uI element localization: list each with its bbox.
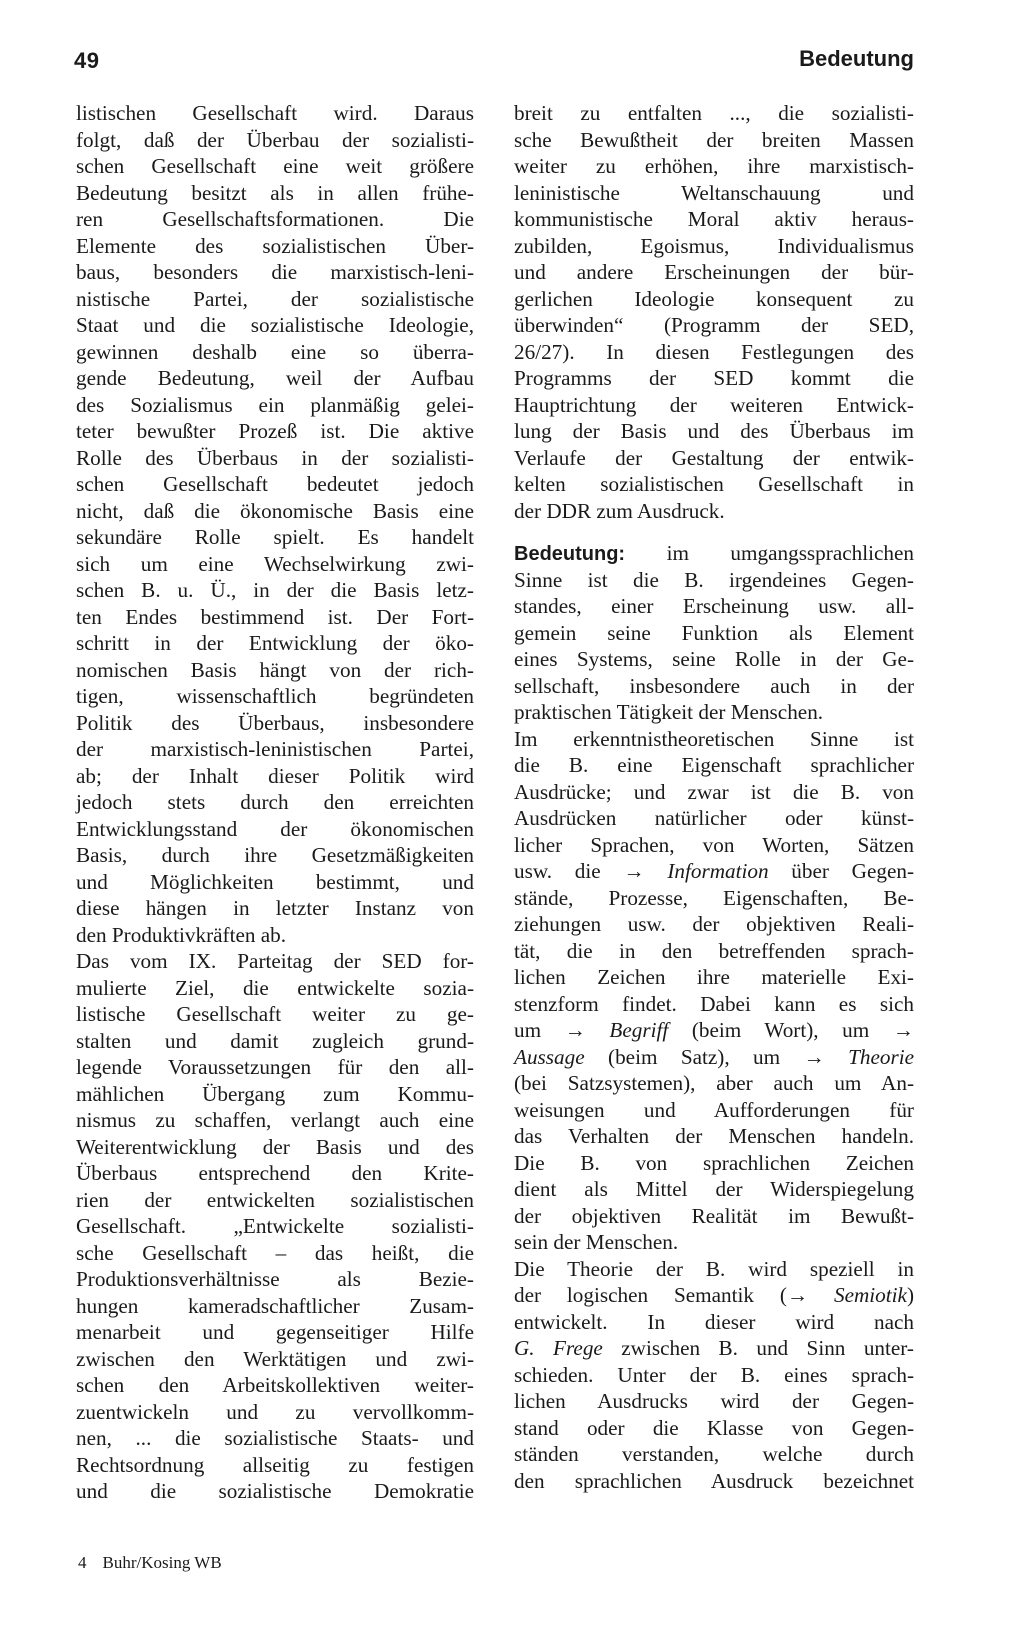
text-line: gemein seine Funktion als Element bbox=[514, 620, 914, 645]
text-line: stand oder die Klasse von Gegen- bbox=[514, 1415, 914, 1440]
text-line: Die B. von sprachlichen Zeichen bbox=[514, 1150, 914, 1175]
text-line: stalten und damit zugleich grund- bbox=[76, 1028, 474, 1053]
sheet-source: Buhr/Kosing WB bbox=[102, 1553, 222, 1572]
text-line: stenzform findet. Dabei kann es sich bbox=[514, 991, 914, 1016]
text-line: schen B. u. Ü., in der die Basis letz- bbox=[76, 578, 474, 602]
text-line: sein der Menschen. bbox=[514, 1230, 679, 1254]
text-line: Elemente des sozialistischen Über- bbox=[76, 233, 474, 258]
entry-lines-d bbox=[514, 1362, 914, 1495]
line-text: (beim Satz), um → bbox=[584, 1044, 849, 1069]
text-line: das Verhalten der Menschen handeln. bbox=[514, 1124, 914, 1148]
text-line: kommunistische Moral aktiv heraus- bbox=[514, 207, 914, 231]
text-line: ab; der Inhalt dieser Politik wird bbox=[76, 763, 474, 788]
entry-bedeutung bbox=[514, 540, 914, 1494]
text-line: sellschaft, insbesondere auch in der bbox=[514, 673, 914, 698]
text-line: den Produktivkräften ab. bbox=[76, 922, 287, 947]
text-line: und die sozialistische Demokratie bbox=[76, 1479, 474, 1503]
text-line: mählichen Übergang zum Kommu- bbox=[76, 1081, 474, 1106]
text-line: und Möglichkeiten bestimmt, und bbox=[76, 869, 474, 894]
text-line: sekundäre Rolle spielt. Es handelt bbox=[76, 525, 474, 549]
entry-lines-a bbox=[514, 567, 914, 859]
entry-line-semiotik bbox=[514, 1282, 914, 1309]
text-line: Basis, durch ihre Gesetzmäßigkeiten bbox=[76, 843, 474, 867]
text-line: sche Bewußtheit der breiten Massen bbox=[514, 127, 914, 152]
text-line: Gesellschaft. „Entwickelte sozialisti- bbox=[76, 1214, 474, 1238]
text-line: nicht, daß die ökonomische Basis eine bbox=[76, 498, 474, 523]
entry-headword: Bedeutung: bbox=[514, 543, 626, 565]
text-line: Hauptrichtung der weiteren Entwick- bbox=[514, 392, 914, 417]
cross-reference-theorie[interactable]: Theorie bbox=[848, 1044, 914, 1069]
text-line: Verlaufe der Gestaltung der entwik- bbox=[514, 445, 914, 470]
text-line: (bei Satzsystemen), aber auch um An- bbox=[514, 1071, 914, 1095]
text-line: Bedeutung besitzt als in allen frühe- bbox=[76, 180, 474, 205]
text-line: tät, die in den betreffenden sprach- bbox=[514, 938, 914, 963]
entry-line-in-dieser: entwickelt. In dieser wird nach bbox=[514, 1309, 914, 1334]
text-line: den sprachlichen Ausdruck bezeichnet bbox=[514, 1468, 914, 1493]
text-line: Politik des Überbaus, insbesondere bbox=[76, 710, 474, 735]
text-line: folgt, daß der Überbau der sozialisti- bbox=[76, 127, 474, 152]
text-line: mulierte Ziel, die entwickelte sozia- bbox=[76, 975, 474, 1000]
text-line: nismus zu schaffen, verlangt auch eine bbox=[76, 1108, 474, 1132]
line-text: um → bbox=[514, 1018, 610, 1042]
text-line: und andere Erscheinungen der bür- bbox=[514, 260, 914, 284]
text-line: lichen Ausdrucks wird der Gegen- bbox=[514, 1389, 914, 1413]
text-line: Entwicklungsstand der ökonomischen bbox=[76, 816, 474, 841]
footer-signature bbox=[78, 1553, 222, 1573]
line-text: ) bbox=[906, 1283, 914, 1307]
text-line: Die Theorie der B. wird speziell in bbox=[514, 1256, 914, 1281]
entry-lines-b bbox=[514, 885, 914, 1018]
line-text: der logischen Semantik (→ bbox=[514, 1283, 834, 1307]
text-line: standes, einer Erscheinung usw. all- bbox=[514, 594, 914, 618]
text-line: lung der Basis und des Überbaus im bbox=[514, 419, 914, 443]
text-line: Rechtsordnung allseitig zu festigen bbox=[76, 1452, 474, 1477]
entry-first-line-text: im umgangssprachlichen bbox=[625, 541, 914, 565]
text-line: dient als Mittel der Widerspiegelung bbox=[514, 1177, 914, 1201]
cross-reference-information[interactable]: Information bbox=[667, 859, 769, 883]
text-line: gewinnen deshalb eine so überra- bbox=[76, 339, 474, 364]
text-line: nen, ... die sozialistische Staats- und bbox=[76, 1426, 474, 1450]
text-line: baus, besonders die marxistisch-leni- bbox=[76, 260, 474, 284]
sheet-signature-number: 4 bbox=[78, 1553, 87, 1572]
text-line: listischen Gesellschaft wird. Daraus bbox=[76, 101, 474, 125]
continuation-text bbox=[514, 100, 914, 524]
text-line: sich um eine Wechselwirkung zwi- bbox=[76, 551, 474, 576]
text-line: lichen Zeichen ihre materielle Exi- bbox=[514, 965, 914, 989]
text-line: teter bewußter Prozeß ist. Die aktive bbox=[76, 419, 474, 443]
text-line: Im erkenntnistheoretischen Sinne ist bbox=[514, 726, 914, 751]
text-line: Programms der SED kommt die bbox=[514, 366, 914, 390]
text-line: Staat und die sozialistische Ideologie, bbox=[76, 313, 474, 337]
text-line: der marxistisch-leninistischen Partei, bbox=[76, 737, 474, 761]
entry-line-begriff bbox=[514, 1017, 914, 1044]
right-column bbox=[514, 100, 914, 1494]
line-text: zwischen B. und Sinn unter- bbox=[602, 1336, 914, 1360]
text-line: des Sozialismus ein planmäßig gelei- bbox=[76, 392, 474, 417]
entry-line-frege bbox=[514, 1335, 914, 1362]
running-head: Bedeutung bbox=[799, 46, 914, 71]
text-line: schen Gesellschaft eine weit größere bbox=[76, 154, 474, 178]
text-line: weisungen und Aufforderungen für bbox=[514, 1097, 914, 1122]
text-line: zuentwickeln und zu vervollkomm- bbox=[76, 1399, 474, 1424]
text-line: Produktionsverhältnisse als Bezie- bbox=[76, 1267, 474, 1291]
entry-line-aussage bbox=[514, 1044, 914, 1071]
cross-reference-begriff[interactable]: Begriff bbox=[609, 1018, 669, 1042]
text-line: breit zu entfalten ..., die sozialisti- bbox=[514, 101, 914, 125]
text-line: nomischen Basis hängt von der rich- bbox=[76, 657, 474, 682]
text-line: Weiterentwicklung der Basis und des bbox=[76, 1134, 474, 1159]
text-line: listische Gesellschaft weiter zu ge- bbox=[76, 1002, 474, 1026]
text-line: gerlichen Ideologie konsequent zu bbox=[514, 286, 914, 311]
line-text: usw. die → bbox=[514, 859, 668, 883]
text-line: Überbaus entsprechend den Krite- bbox=[76, 1161, 474, 1185]
text-line: eines Systems, seine Rolle in der Ge- bbox=[514, 647, 914, 671]
text-line: rien der entwickelten sozialistischen bbox=[76, 1187, 474, 1212]
cross-reference-semiotik[interactable]: Semiotik bbox=[833, 1283, 907, 1307]
text-line: legende Voraussetzungen für den all- bbox=[76, 1055, 474, 1079]
text-line: ten Endes bestimmend ist. Der Fort- bbox=[76, 604, 474, 629]
text-line: Rolle des Überbaus in der sozialisti- bbox=[76, 445, 474, 470]
line-text: (beim Wort), um → bbox=[668, 1018, 914, 1042]
text-line: schieden. Unter der B. eines sprach- bbox=[514, 1362, 914, 1387]
person-reference-frege: G. Frege bbox=[514, 1336, 603, 1360]
text-line: Ausdrücke; und zwar ist die B. von bbox=[514, 779, 914, 804]
text-line: überwinden“ (Programm der SED, bbox=[514, 313, 914, 337]
text-line: sche Gesellschaft – das heißt, die bbox=[76, 1240, 474, 1265]
entry-lines-c bbox=[514, 1070, 914, 1282]
text-line: 26/27). In diesen Festlegungen des bbox=[514, 339, 914, 364]
text-line: ziehungen usw. der objektiven Reali- bbox=[514, 912, 914, 936]
left-column bbox=[76, 100, 474, 1505]
entry-first-line bbox=[514, 540, 914, 567]
text-line: ren Gesellschaftsformationen. Die bbox=[76, 207, 474, 231]
text-line: stände, Prozesse, Eigenschaften, Be- bbox=[514, 885, 914, 910]
cross-reference-aussage[interactable]: Aussage bbox=[514, 1044, 585, 1069]
text-line: tigen, wissenschaftlich begründeten bbox=[76, 684, 474, 708]
text-line: nistische Partei, der sozialistische bbox=[76, 286, 474, 311]
entry-line-information bbox=[514, 858, 914, 885]
text-line: praktischen Tätigkeit der Menschen. bbox=[514, 700, 824, 724]
text-line: ständen verstanden, welche durch bbox=[514, 1442, 914, 1466]
text-line: der DDR zum Ausdruck. bbox=[514, 498, 725, 523]
text-line: schen den Arbeitskollektiven weiter- bbox=[76, 1373, 474, 1397]
text-line: diese hängen in letzter Instanz von bbox=[76, 896, 474, 920]
text-line: Ausdrücken natürlicher oder künst- bbox=[514, 806, 914, 830]
text-line: zwischen den Werktätigen und zwi- bbox=[76, 1346, 474, 1371]
text-line: schritt in der Entwicklung der öko- bbox=[76, 631, 474, 655]
text-line: gende Bedeutung, weil der Aufbau bbox=[76, 366, 474, 390]
text-line: zubilden, Egoismus, Individualismus bbox=[514, 233, 914, 258]
text-line: jedoch stets durch den erreichten bbox=[76, 790, 474, 814]
text-line: Sinne ist die B. irgendeines Gegen- bbox=[514, 567, 914, 592]
text-line: Das vom IX. Parteitag der SED for- bbox=[76, 949, 474, 973]
text-line: hungen kameradschaftlicher Zusam- bbox=[76, 1293, 474, 1318]
text-line: leninistische Weltanschauung und bbox=[514, 180, 914, 205]
text-line: die B. eine Eigenschaft sprachlicher bbox=[514, 753, 914, 777]
text-line: licher Sprachen, von Worten, Sätzen bbox=[514, 832, 914, 857]
text-line: kelten sozialistischen Gesellschaft in bbox=[514, 472, 914, 496]
line-text: über Gegen- bbox=[768, 859, 914, 883]
text-line: menarbeit und gegenseitiger Hilfe bbox=[76, 1320, 474, 1344]
text-line: weiter zu erhöhen, ihre marxistisch- bbox=[514, 154, 914, 178]
text-line: der objektiven Realität im Bewußt- bbox=[514, 1203, 914, 1228]
page-number: 49 bbox=[74, 48, 100, 73]
text-line: schen Gesellschaft bedeutet jedoch bbox=[76, 472, 474, 496]
